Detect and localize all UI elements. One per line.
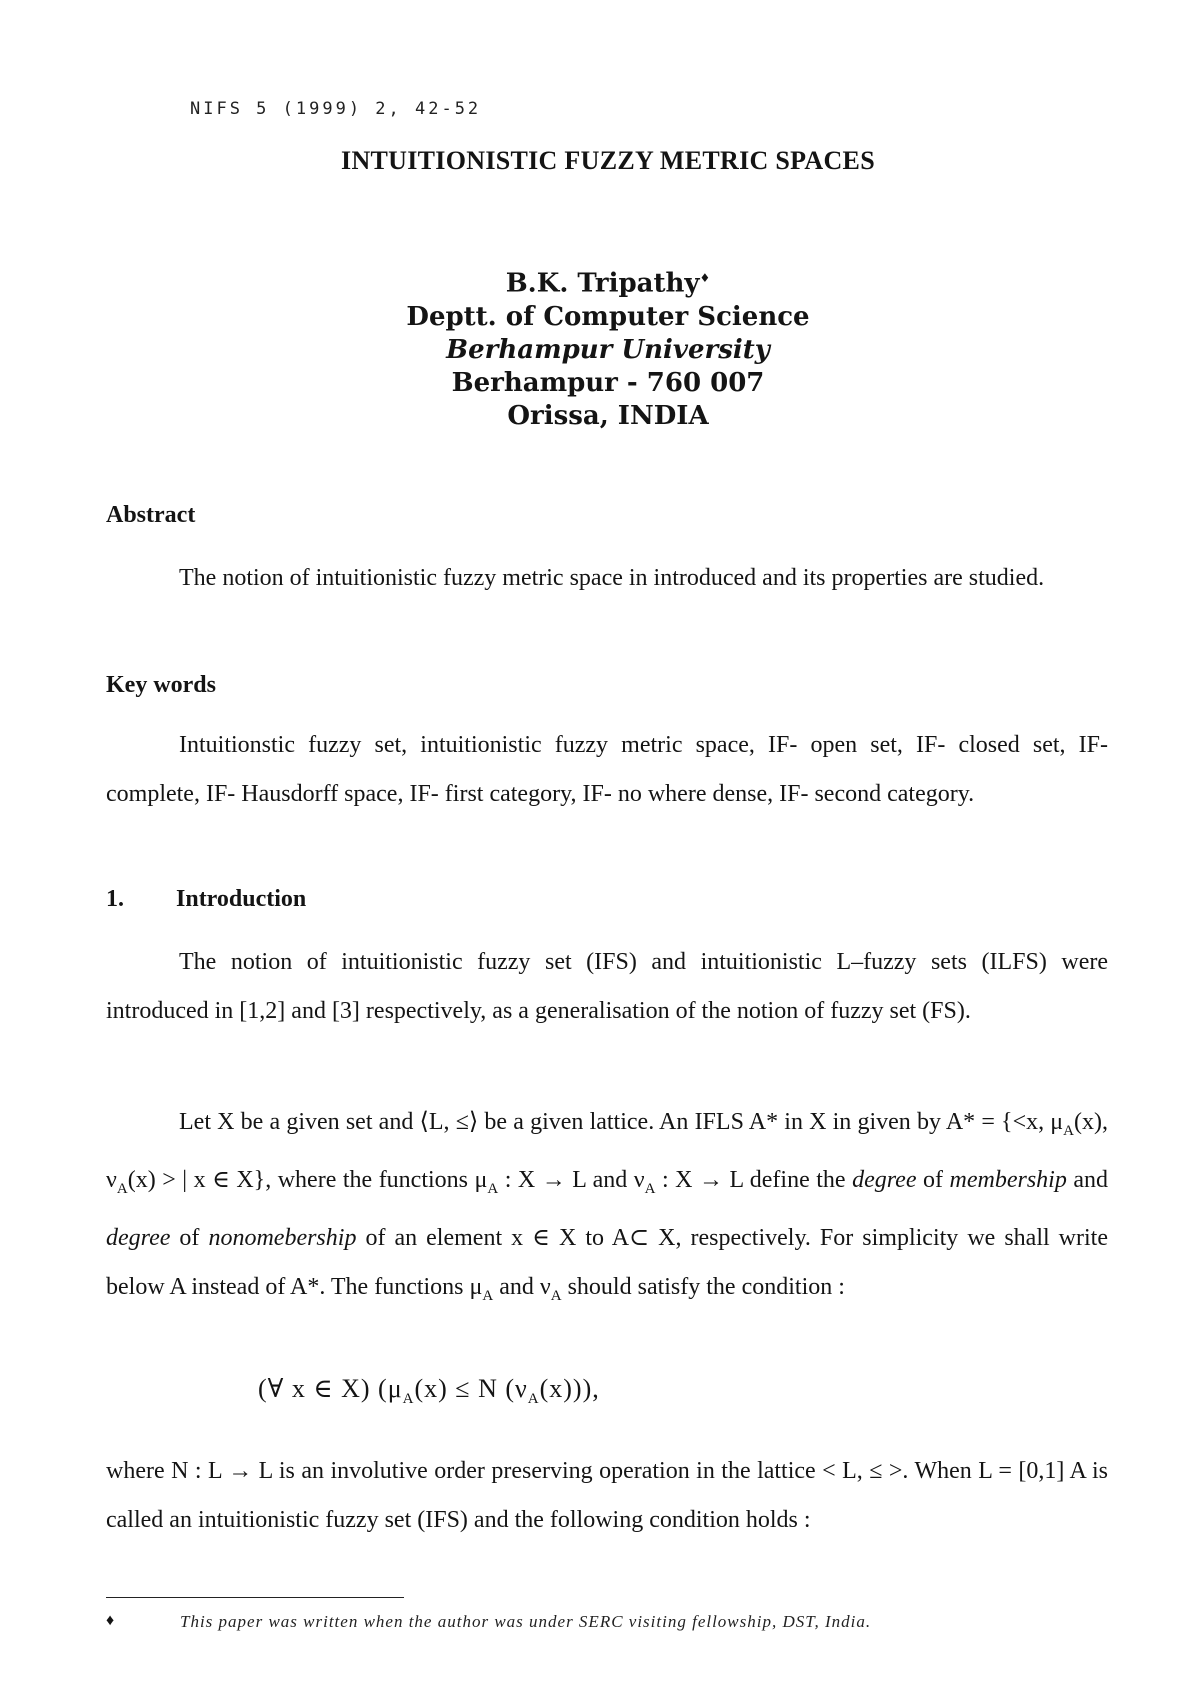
section-heading (106, 886, 306, 913)
intro-paragraph-1: The notion of intuitionistic fuzzy set (IFS) and intuitionistic L–fuzzy sets (ILFS) were introduced in [1,2] and [3] respectively, as a generalisation of the notion of fuzzy set (FS). (106, 949, 1108, 1024)
author-block (0, 262, 1200, 433)
author-department: Deptt. of Computer Science (406, 301, 810, 332)
keywords-heading: Key words (106, 672, 216, 698)
author-footnote-mark: ♦ (699, 271, 711, 285)
section-title: Introduction (176, 886, 307, 912)
author-name: B.K. Tripathy (505, 268, 700, 299)
author-university: Berhampur University (446, 334, 770, 365)
author-city: Berhampur - 760 007 (451, 367, 765, 398)
intro-paragraph-2: Let X be a given set and ⟨L, ≤⟩ be a given lattice. An IFLS A* in X in given by A* = {<x, $\mu_A(x)$, $\nu_A(x)$ > | x ∈ X}, where the functions $\mu_A$ : X → L and $\nu_A$ : X → L define the degree of membership and degree of nonomebership of an element x ∈ X to A⊂ X, respectively. For simplicity we shall write below A instead of A*. The functions $\mu_A$ and $\nu_A$ should satisfy the condition : (106, 1109, 1109, 1304)
footnote-mark: ♦ (106, 1612, 115, 1629)
section-number: 1. (106, 886, 124, 912)
abstract-heading: Abstract (106, 502, 196, 528)
journal-reference: NIFS 5 (1999) 2, 42-52 (190, 99, 482, 119)
intro-paragraph-3: where N : L → L is an involutive order preserving operation in the lattice < L, ≤ >. When L = [0,1] A is called an intuitionistic fuzzy set (IFS) and the following condition holds : (106, 1458, 1108, 1533)
author-region: Orissa, INDIA (507, 400, 709, 431)
display-equation: (∀ x ∈ X) ($\mu_A(x) \le N$ $(\nu_A(x))$), (258, 1374, 600, 1408)
keywords-text: Intuitionstic fuzzy set, intuitionistic fuzzy metric space, IF- open set, IF- closed set, IF- complete, IF- Hausdorff space, IF- first category, IF- no where dense, IF- second category. (106, 732, 1108, 807)
abstract-text: The notion of intuitionistic fuzzy metric space in introduced and its properties are studied. (179, 565, 1045, 591)
footnote-text: This paper was written when the author was under SERC visiting fellowship, DST, India. (180, 1612, 872, 1631)
paper-title: INTUITIONISTIC FUZZY METRIC SPACES (341, 146, 875, 175)
author-line (0, 262, 1200, 301)
footnote-divider (106, 1597, 404, 1598)
